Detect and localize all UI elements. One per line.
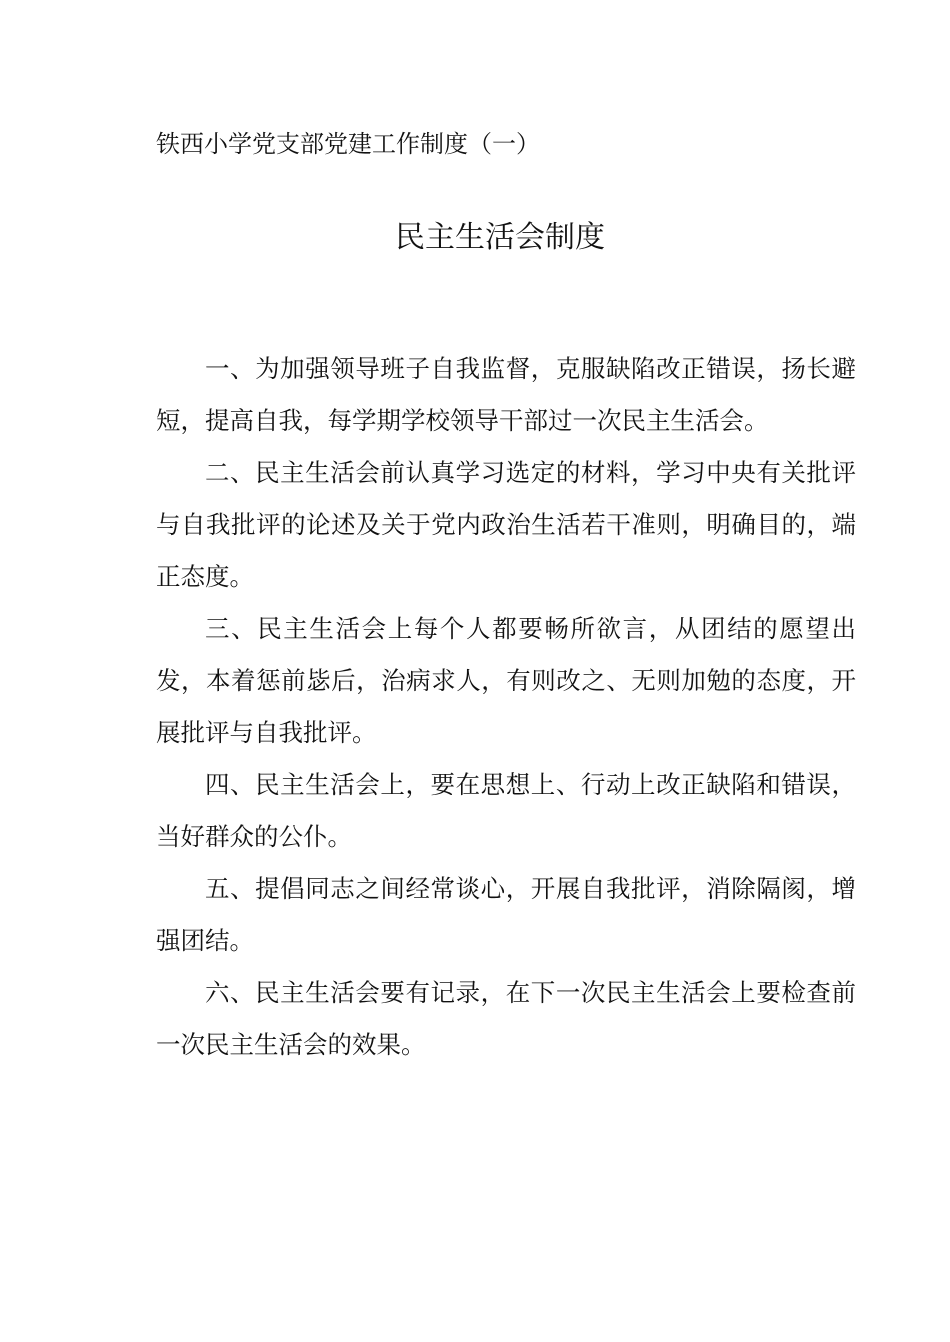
paragraph-6: 六、民主生活会要有记录，在下一次民主生活会上要检查前一次民主生活会的效果。	[156, 978, 856, 1059]
paragraph-4: 四、民主生活会上，要在思想上、行动上改正缺陷和错误，当好群众的公仆。	[156, 770, 856, 851]
paragraph-1: 一、为加强领导班子自我监督，克服缺陷改正错误，扬长避短，提高自我，每学期学校领导干部过一次民主生活会。	[156, 354, 856, 435]
paragraph-3: 三、民主生活会上每个人都要畅所欲言，从团结的愿望出发，本着惩前毖后，治病求人，有则改之、无则加勉的态度，开展批评与自我批评。	[156, 614, 856, 747]
paragraph-5: 五、提倡同志之间经常谈心，开展自我批评，消除隔阂，增强团结。	[156, 874, 856, 955]
document-body	[156, 343, 856, 1071]
document-header: 铁西小学党支部党建工作制度（一）	[156, 130, 540, 158]
paragraph-2: 二、民主生活会前认真学习选定的材料，学习中央有关批评与自我批评的论述及关于党内政治生活若干准则，明确目的，端正态度。	[156, 458, 856, 591]
document-title: 民主生活会制度	[395, 220, 605, 255]
